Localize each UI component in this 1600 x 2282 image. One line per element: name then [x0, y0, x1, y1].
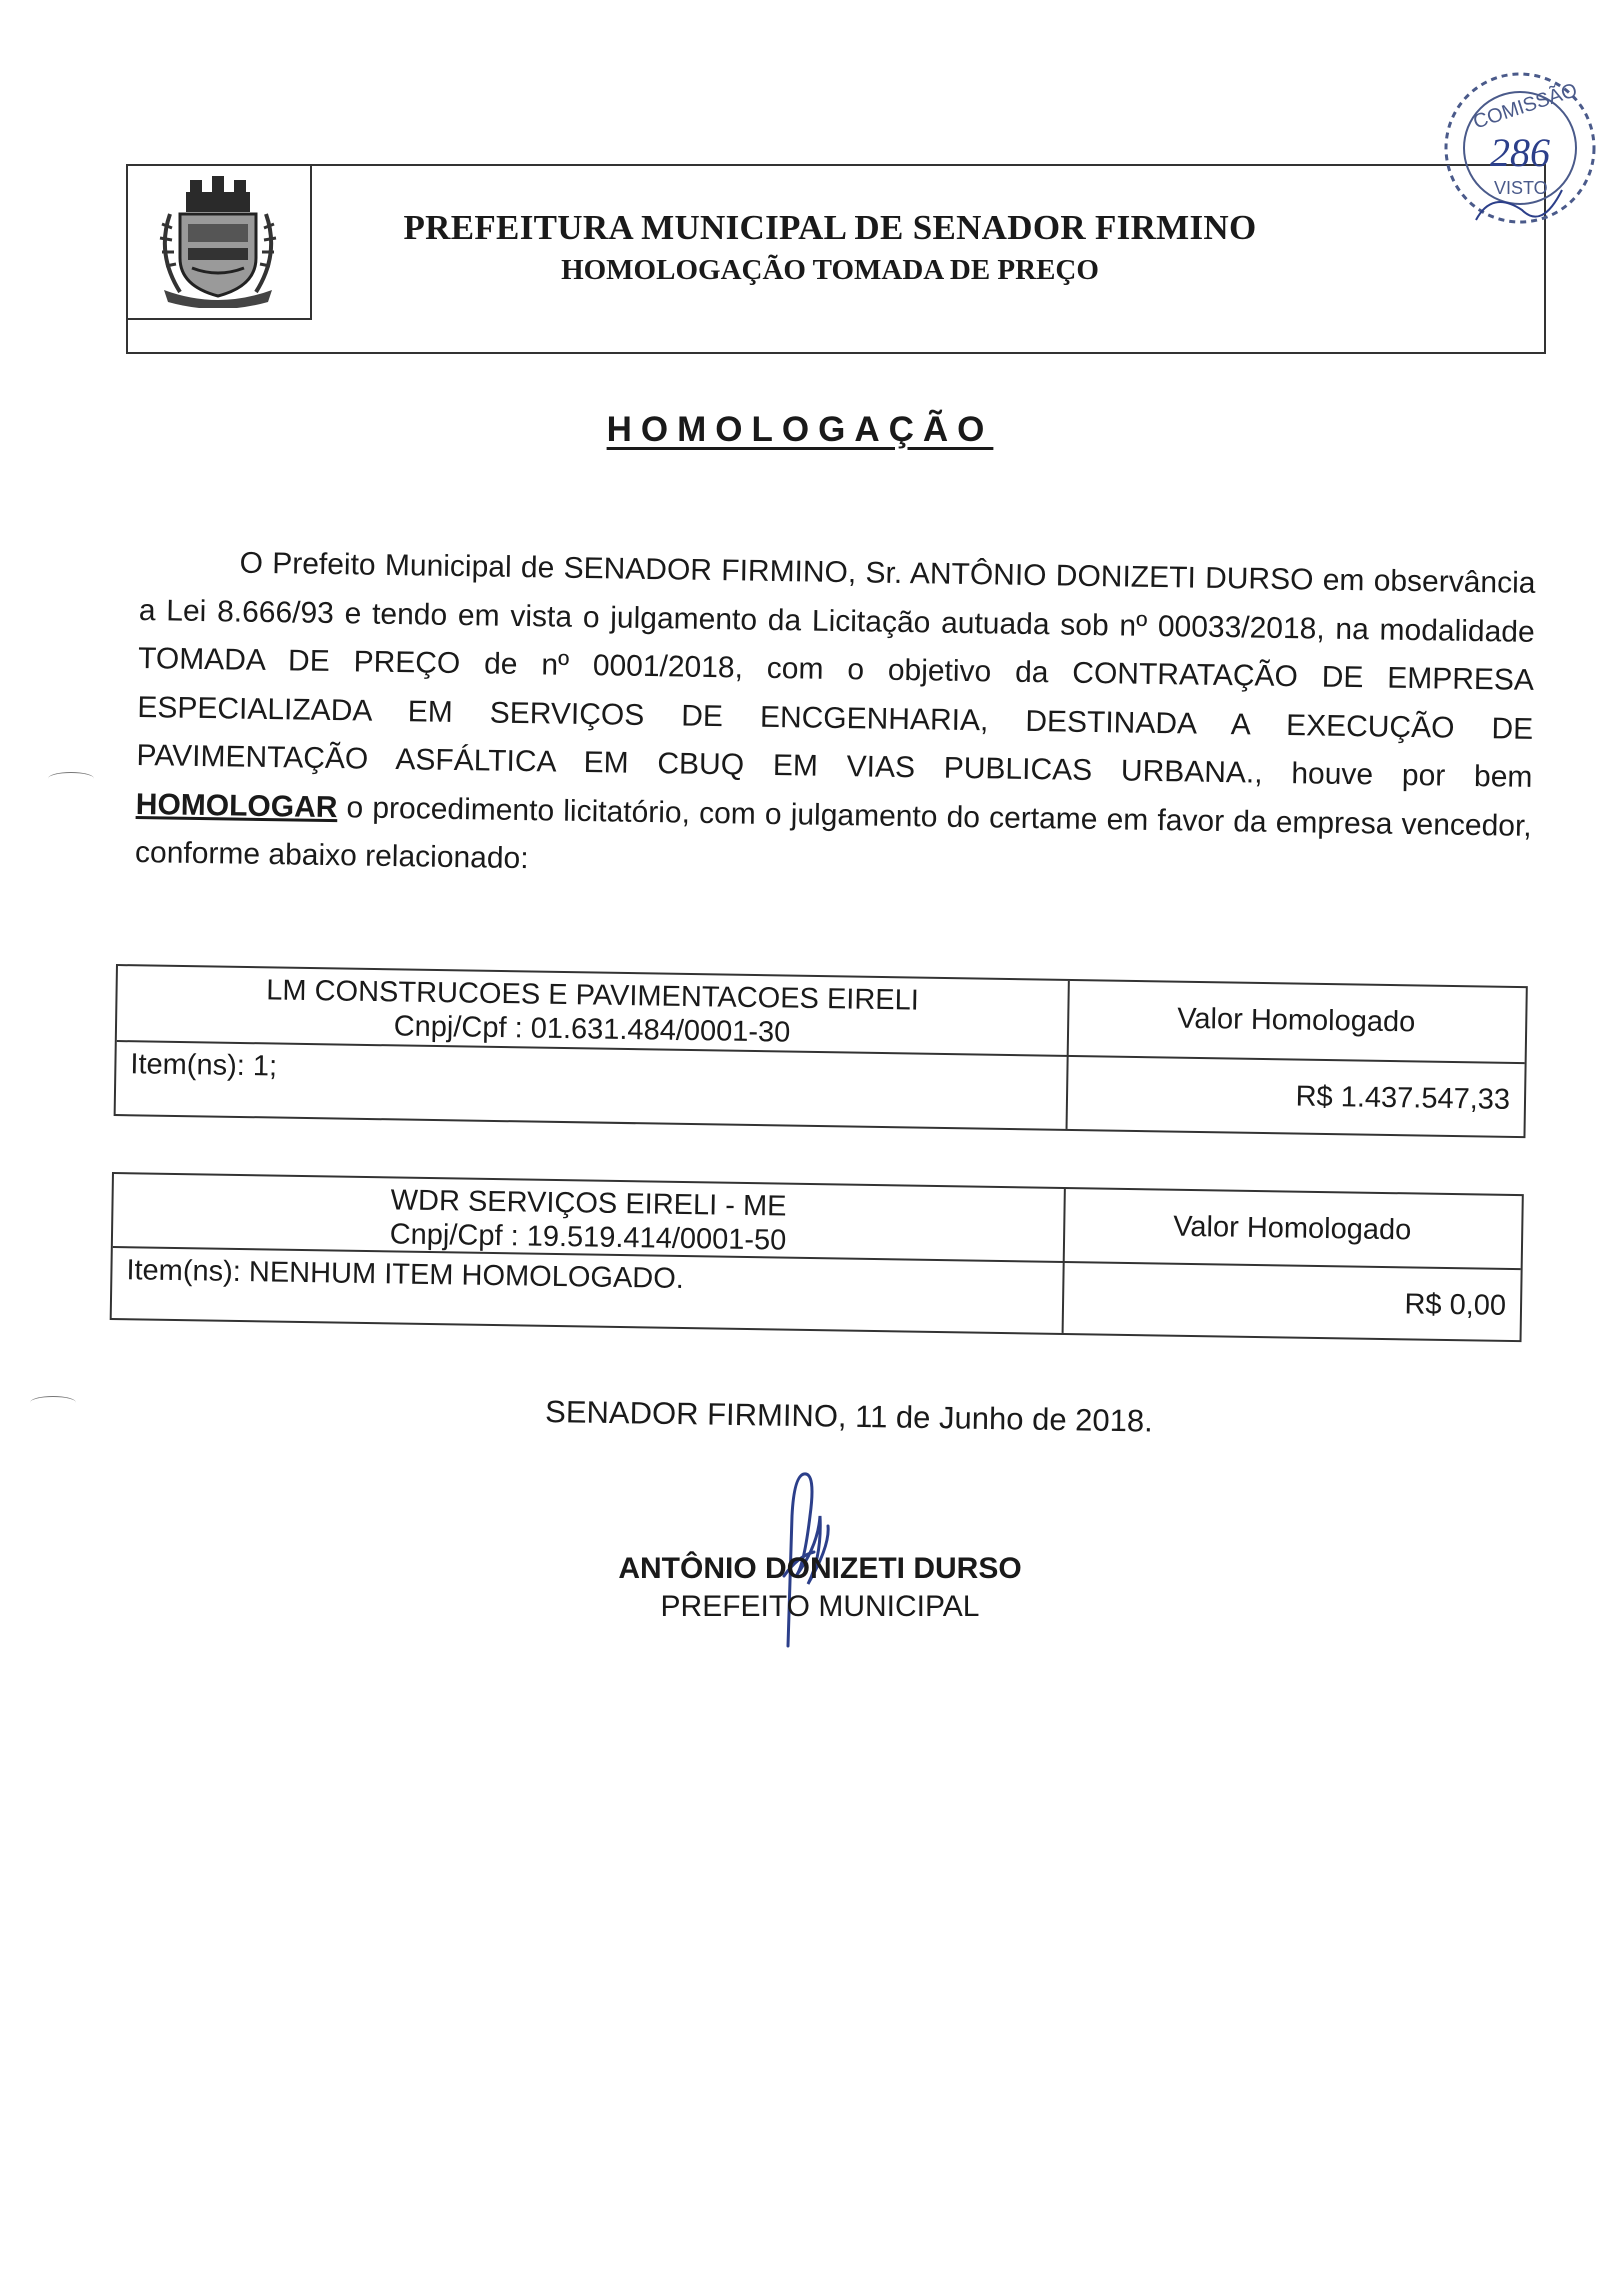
document-title-text: HOMOLOGAÇÃO: [606, 410, 994, 449]
signer-name: ANTÔNIO DONIZETI DURSO: [618, 1552, 1022, 1585]
company-table-1: [114, 964, 1528, 1138]
company-cnpj: Cnpj/Cpf : 01.631.484/0001-30: [393, 1010, 791, 1049]
company-cnpj: Cnpj/Cpf : 19.519.414/0001-50: [389, 1218, 787, 1257]
company-items: Item(ns): 1;: [130, 1048, 278, 1083]
signing-date: SENADOR FIRMINO, 11 de Junho de 2018.: [544, 1393, 1154, 1439]
scan-mark: [30, 1396, 76, 1409]
coat-of-arms-icon: [140, 174, 296, 308]
stamp-number: 286: [1490, 130, 1550, 175]
value-amount: R$ 1.437.547,33: [1295, 1080, 1511, 1116]
signer-role: PREFEITO MUNICIPAL: [660, 1590, 980, 1623]
company-table-2: [110, 1172, 1524, 1342]
company-items: Item(ns): NENHUM ITEM HOMOLOGADO.: [126, 1254, 685, 1295]
body-emphasis: HOMOLOGAR: [135, 787, 338, 824]
company-name: LM CONSTRUCOES E PAVIMENTACOES EIRELI: [266, 974, 920, 1017]
body-text-part1: O Prefeito Municipal de SENADOR FIRMINO, Sr. ANTÔNIO DONIZETI DURSO em observância a Lei 8.666/93 e tendo em vista o julgamento da Licitação autuada sob nº 00033/2018, na modalidade TOMADA DE PREÇO de nº 0001/2018, com o objetivo da CONTRATAÇÃO DE EMPRESA ESPECIALIZADA EM SERVIÇOS DE ENCGENHARIA, DESTINADA A EXECUÇÃO DE PAVIMENTAÇÃO ASFÁLTICA EM CBUQ EM VIAS PUBLICAS URBANA., houve por bem: [136, 546, 1536, 794]
scan-mark: [48, 772, 94, 785]
header-subtitle: HOMOLOGAÇÃO TOMADA DE PREÇO: [561, 254, 1099, 286]
municipal-crest: [126, 164, 312, 320]
commission-stamp: [1432, 70, 1600, 240]
value-label: Valor Homologado: [1172, 1210, 1412, 1247]
company-name: WDR SERVIÇOS EIRELI - ME: [390, 1184, 787, 1223]
value-amount: R$ 0,00: [1404, 1288, 1507, 1322]
body-paragraph: [135, 538, 1536, 899]
document-title: [0, 410, 1600, 450]
value-label: Valor Homologado: [1176, 1002, 1416, 1039]
stamp-text: COMISSÃO: [1470, 79, 1580, 134]
stamp-visto: VISTO: [1494, 178, 1548, 198]
header-title: PREFEITURA MUNICIPAL DE SENADOR FIRMINO: [403, 208, 1257, 247]
body-text-part2: o procedimento licitatório, com o julgamento do certame em favor da empresa vencedor, conforme abaixo relacionado:: [134, 790, 1532, 876]
